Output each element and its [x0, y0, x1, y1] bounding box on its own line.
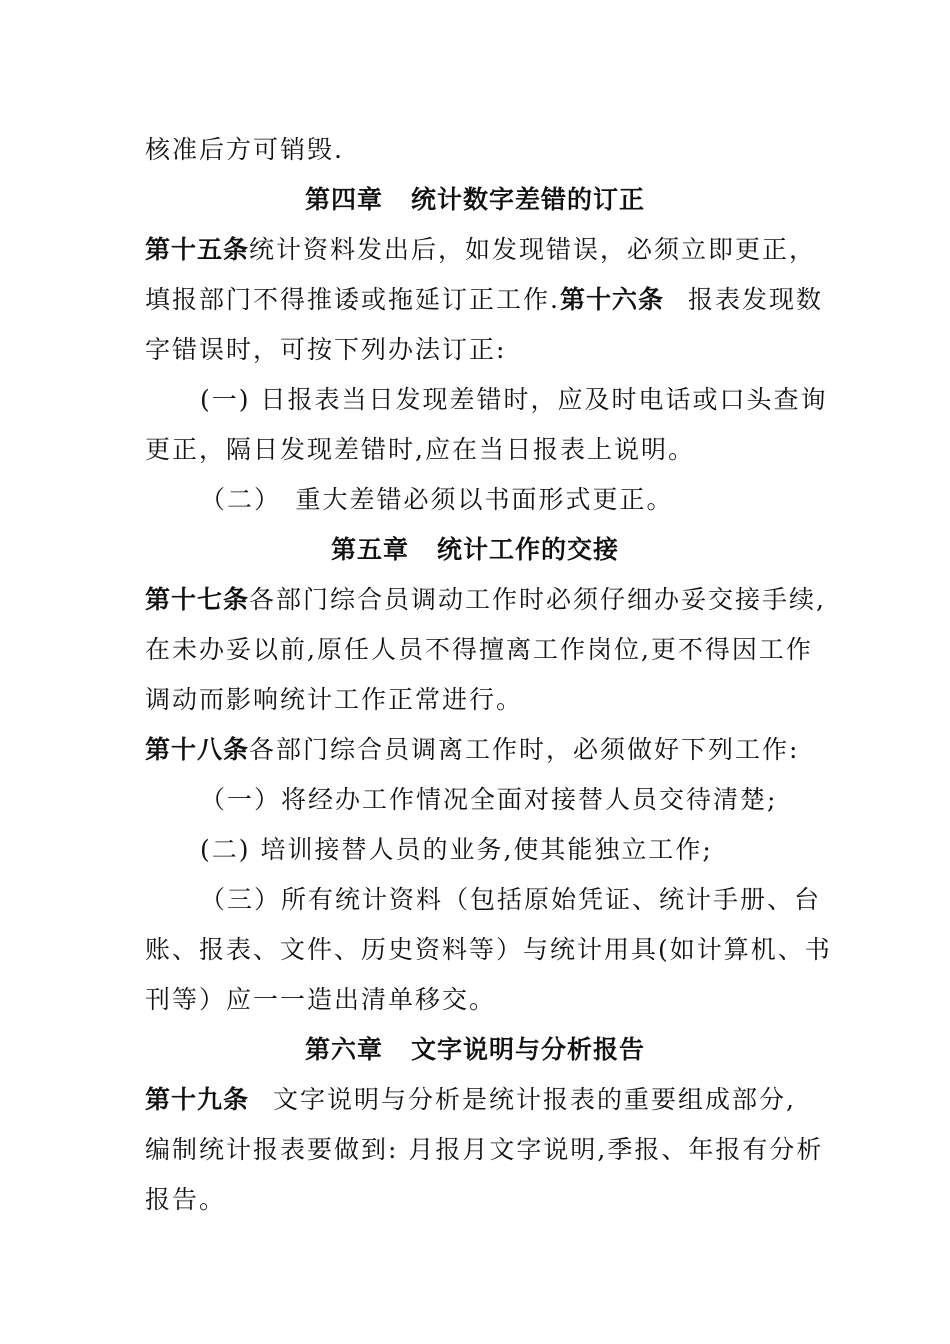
- text-run: 报表发现数: [687, 285, 823, 314]
- article-label: 第十五条: [145, 235, 250, 264]
- chapter-number: 第六章: [304, 1035, 383, 1064]
- chapter-5-heading: [0, 534, 950, 566]
- list-item: [200, 384, 880, 416]
- chapter-title: 统计工作的交接: [437, 535, 620, 564]
- list-item: [200, 784, 880, 816]
- chapter-4-heading: [0, 184, 950, 216]
- paragraph-line: [145, 134, 825, 166]
- text-run: 填报部门不得推诿或拖延订正工作.: [145, 285, 560, 314]
- chapter-title: 文字说明与分析报告: [411, 1035, 646, 1064]
- text-run: 各部门综合员调离工作时，必须做好下列工作:: [249, 735, 800, 764]
- list-item: [200, 834, 880, 866]
- text-run: 在未办妥以前,原任人员不得擅离工作岗位,更不得因工作: [145, 635, 813, 664]
- article-17-line: [145, 584, 825, 616]
- text-run: (一) 日报表当日发现差错时，应及时电话或口头查询: [200, 385, 828, 414]
- text-run: 调动而影响统计工作正常进行。: [145, 685, 524, 714]
- text-run: 字错误时，可按下列办法订正:: [145, 335, 507, 364]
- text-run: （三）所有统计资料（包括原始凭证、统计手册、台: [200, 885, 822, 914]
- chapter-6-heading: [0, 1034, 950, 1066]
- article-label: 第十六条: [559, 285, 664, 314]
- text-run: (二) 培训接替人员的业务,使其能独立工作;: [200, 835, 713, 864]
- paragraph-line: [145, 1184, 825, 1216]
- chapter-title: 统计数字差错的订正: [411, 185, 646, 214]
- article-label: 第十七条: [145, 585, 250, 614]
- text-run: 编制统计报表要做到: 月报月文字说明,季报、年报有分析: [145, 1135, 824, 1164]
- text-run: 账、报表、文件、历史资料等）与统计用具(如计算机、书: [145, 935, 832, 964]
- text-run: （二） 重大差错必须以书面形式更正。: [200, 485, 674, 514]
- text-run: 统计资料发出后，如发现错误，必须立即更正，: [249, 235, 817, 264]
- chapter-number: 第四章: [304, 185, 383, 214]
- text-run: 报告。: [145, 1185, 227, 1214]
- paragraph-line: [145, 284, 825, 316]
- chapter-number: 第五章: [330, 535, 409, 564]
- text-run: （一）将经办工作情况全面对接替人员交待清楚;: [200, 785, 778, 814]
- list-item: [200, 884, 880, 916]
- article-15-line: [145, 234, 825, 266]
- paragraph-line: [145, 434, 825, 466]
- paragraph-line: [145, 984, 825, 1016]
- article-19-line: [145, 1084, 825, 1116]
- text-run: 刊等）应一一造出清单移交。: [145, 985, 497, 1014]
- article-label: 第十八条: [145, 735, 250, 764]
- text-run: 更正，隔日发现差错时,应在当日报表上说明。: [145, 435, 695, 464]
- paragraph-line: [145, 684, 825, 716]
- paragraph-line: [145, 1134, 825, 1166]
- paragraph-line: [145, 334, 825, 366]
- list-item: [200, 484, 880, 516]
- text-run: 各部门综合员调动工作时必须仔细办妥交接手续,: [249, 585, 826, 614]
- paragraph-line: [145, 934, 832, 966]
- text-run: 文字说明与分析是统计报表的重要组成部分,: [273, 1085, 796, 1114]
- paragraph-line: [145, 634, 825, 666]
- article-18-line: [145, 734, 825, 766]
- text-run: 核准后方可销毁.: [145, 135, 344, 164]
- article-label: 第十九条: [145, 1085, 250, 1114]
